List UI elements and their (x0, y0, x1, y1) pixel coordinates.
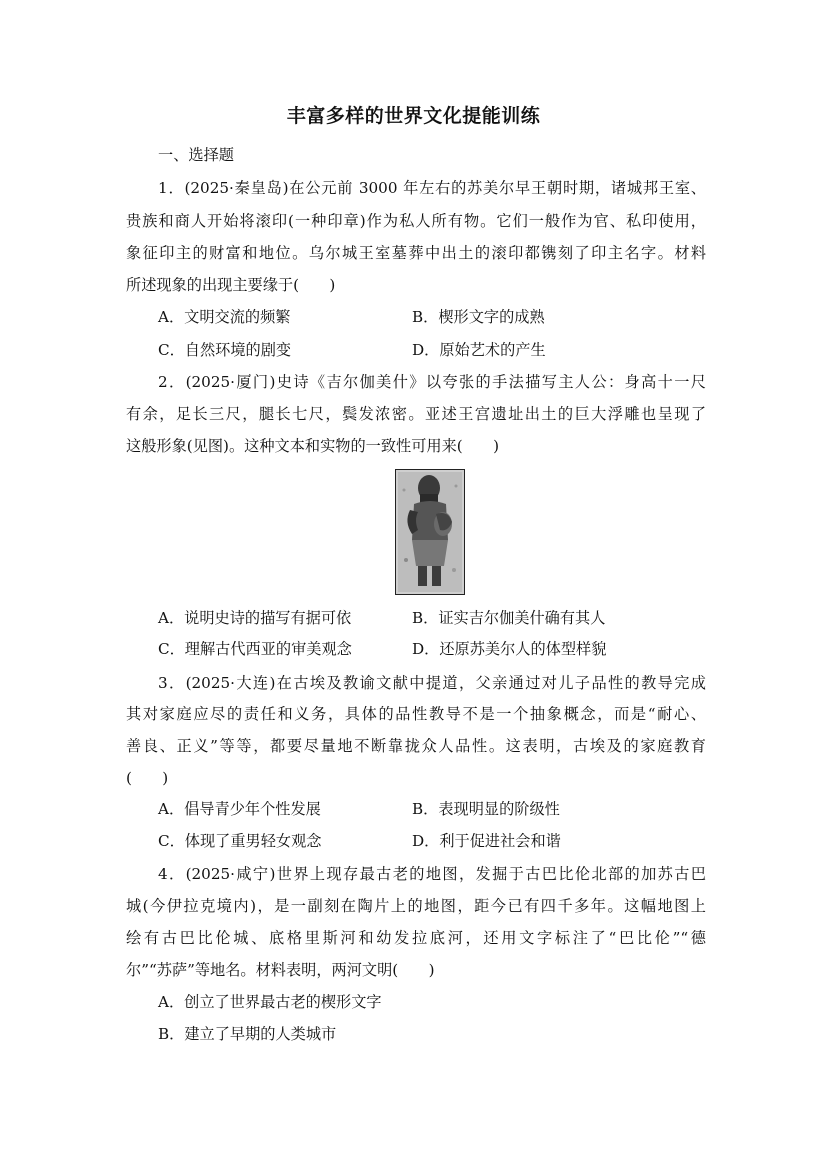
question-2-line-3: 这般形象(见图)。这种文本和实物的一致性可用来( ) (126, 437, 500, 455)
question-2-option-d: D．还原苏美尔人的体型样貌 (412, 640, 607, 658)
question-3-option-a: A．倡导青少年个性发展 (158, 800, 321, 818)
question-3-line-4: ( ) (126, 769, 169, 787)
question-1-option-d: D．原始艺术的产生 (412, 341, 546, 359)
question-1-line-4: 所述现象的出现主要缘于( ) (126, 276, 336, 294)
question-4-option-b: B．建立了早期的人类城市 (158, 1025, 337, 1043)
question-3-option-d: D．利于促进社会和谐 (412, 832, 561, 850)
question-3-line-1: 3．(2025·大连)在古埃及教谕文献中提道，父亲通过对儿子品性的教导完成 (158, 674, 706, 692)
question-2-option-b: B．证实吉尔伽美什确有其人 (412, 609, 606, 627)
question-1-line-3: 象征印主的财富和地位。乌尔城王室墓葬中出土的滚印都镌刻了印主名字。材料 (126, 244, 706, 262)
question-1-option-c: C．自然环境的剧变 (158, 341, 292, 359)
question-4-line-1: 4．(2025·咸宁)世界上现存最古老的地图，发掘于古巴比伦北部的加苏古巴 (158, 865, 706, 883)
question-2-option-c: C．理解古代西亚的审美观念 (158, 640, 352, 658)
question-2-option-a: A．说明史诗的描写有据可依 (158, 609, 352, 627)
question-4-line-2: 城(今伊拉克境内)，是一副刻在陶片上的地图，距今已有四千多年。这幅地图上 (126, 897, 706, 915)
question-3-option-c: C．体现了重男轻女观念 (158, 832, 322, 850)
section-heading: 一、选择题 (158, 146, 234, 164)
page-title: 丰富多样的世界文化提能训练 (286, 105, 541, 127)
question-1-line-1: 1．(2025·秦皇岛)在公元前 3000 年左右的苏美尔早王朝时期，诸城邦王室、 (158, 179, 706, 197)
question-1-option-a: A．文明交流的频繁 (158, 308, 291, 326)
relief-sculpture-image (395, 469, 465, 595)
question-2-line-1: 2．(2025·厦门)史诗《吉尔伽美什》以夸张的手法描写主人公：身高十一尺 (158, 373, 706, 391)
question-1-option-b: B．楔形文字的成熟 (412, 308, 545, 326)
question-2-line-2: 有余，足长三尺，腿长七尺，鬓发浓密。亚述王宫遗址出土的巨大浮雕也呈现了 (126, 405, 706, 423)
question-4-line-3: 绘有古巴比伦城、底格里斯河和幼发拉底河，还用文字标注了“巴比伦”“德 (126, 929, 706, 947)
question-3-line-2: 其对家庭应尽的责任和义务，具体的品性教导不是一个抽象概念，而是“耐心、 (126, 705, 706, 723)
question-3-line-3: 善良、正义”等等，都要尽量地不断靠拢众人品性。这表明，古埃及的家庭教育 (126, 737, 706, 755)
question-4-option-a: A．创立了世界最古老的楔形文字 (158, 993, 382, 1011)
question-3-option-b: B．表现明显的阶级性 (412, 800, 560, 818)
question-4-line-4: 尔”“苏萨”等地名。材料表明，两河文明( ) (126, 961, 435, 979)
question-1-line-2: 贵族和商人开始将滚印(一种印章)作为私人所有物。它们一般作为官、私印使用， (126, 212, 706, 230)
